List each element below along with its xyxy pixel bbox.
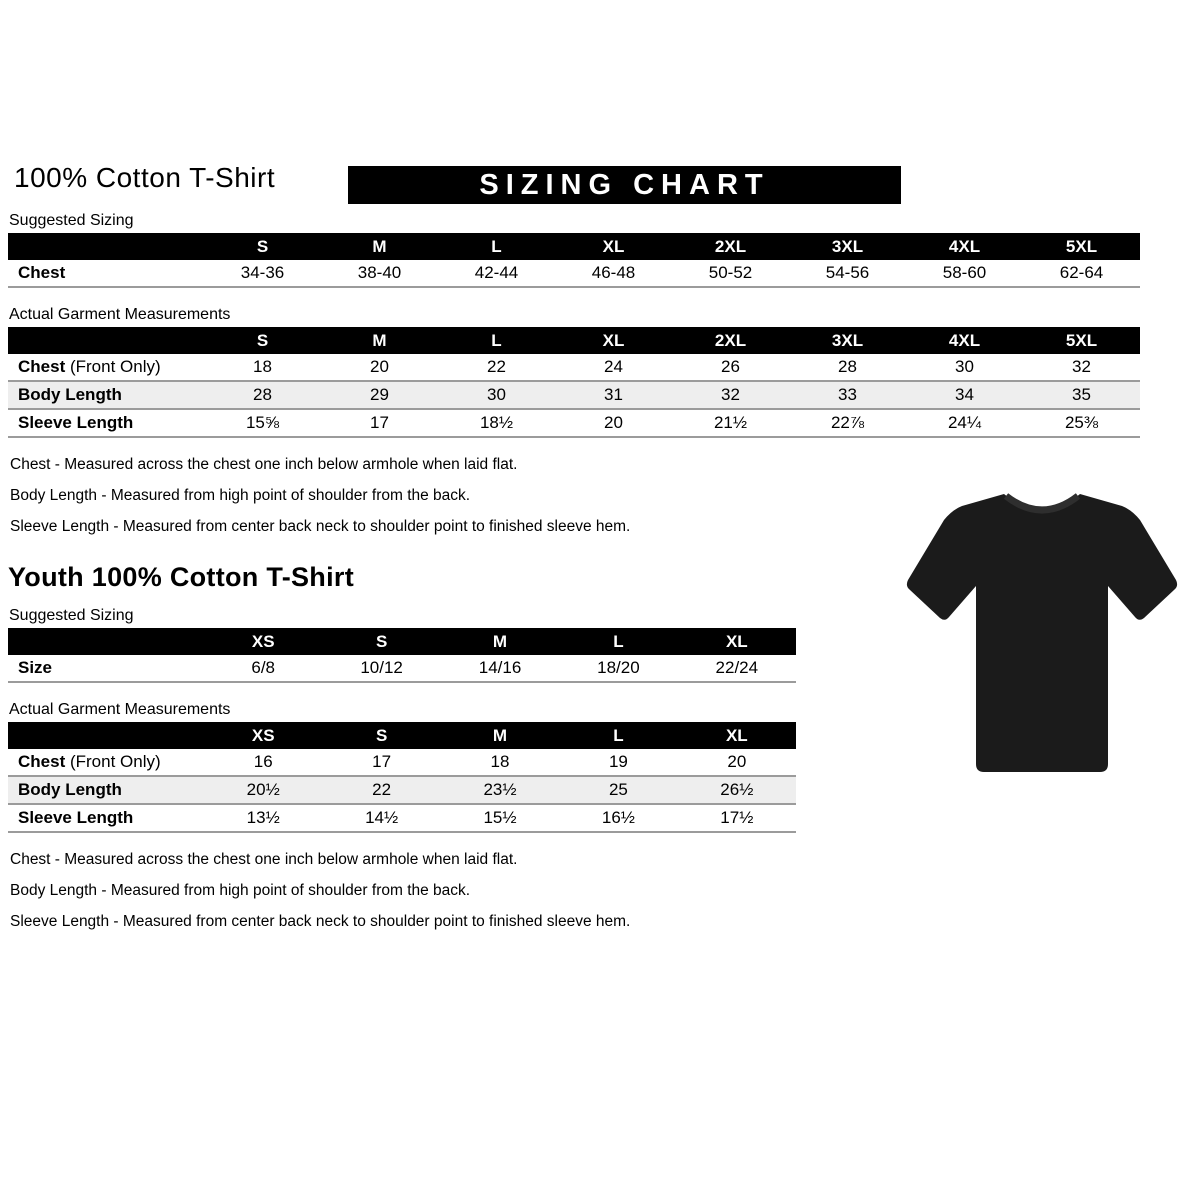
cell-value: 19: [608, 752, 628, 771]
col-header: M: [372, 330, 387, 350]
youth-suggested-sizing-table: [8, 628, 796, 683]
cell-value: 25⅜: [1064, 413, 1099, 432]
cell-value: 22⅞: [830, 413, 865, 432]
cell-value: 20: [604, 413, 623, 432]
cell-value: 18½: [479, 413, 514, 432]
row-label: Sleeve Length: [18, 808, 134, 827]
col-header: 3XL: [831, 236, 864, 256]
cell-value: 18: [490, 752, 510, 771]
cell-value: 31: [604, 385, 623, 404]
page-title: 100% Cotton T-Shirt: [14, 162, 276, 193]
col-header: M: [372, 236, 387, 256]
youth-section-title: Youth 100% Cotton T-Shirt: [8, 562, 354, 592]
col-header: L: [613, 631, 624, 651]
cell-value: 6/8: [251, 658, 276, 677]
col-header: 5XL: [1065, 236, 1098, 256]
cell-value: 20: [370, 357, 389, 376]
cell-value: 26: [721, 357, 740, 376]
table-row: [8, 655, 796, 683]
adult-actual-measurements-label: Actual Garment Measurements: [9, 306, 231, 323]
page-header: [0, 0, 1200, 214]
tshirt-graphic: [892, 468, 1192, 820]
col-header: M: [492, 631, 508, 651]
col-header: 3XL: [831, 330, 864, 350]
cell-value: 20: [727, 752, 747, 771]
cell-value: 62-64: [1059, 263, 1104, 282]
note-chest: Chest - Measured across the chest one inch below armhole when laid flat.: [10, 851, 518, 868]
row-label: Size: [18, 658, 53, 677]
cell-value: 17: [372, 752, 392, 771]
cell-value: 21½: [713, 413, 748, 432]
cell-value: 58-60: [942, 263, 987, 282]
cell-value: 15⅝: [245, 413, 280, 432]
cell-value: 35: [1072, 385, 1091, 404]
col-header: S: [256, 330, 269, 350]
cell-value: 17: [370, 413, 389, 432]
row-label: [8, 357, 204, 377]
col-header: 4XL: [948, 236, 981, 256]
youth-measurement-notes: [10, 851, 1142, 931]
cell-value: 18/20: [597, 658, 640, 677]
note-body-length: Body Length - Measured from high point of shoulder from the back.: [10, 487, 471, 504]
adult-suggested-sizing-table: [8, 233, 1140, 288]
col-header: 2XL: [714, 330, 747, 350]
col-header: XL: [725, 631, 748, 651]
cell-value: 33: [838, 385, 857, 404]
tshirt-body: [907, 494, 1177, 772]
col-header: XL: [602, 236, 625, 256]
row-label: Sleeve Length: [18, 413, 134, 432]
row-label: Body Length: [18, 385, 122, 404]
cell-value: 17½: [720, 808, 754, 827]
row-label-main: Chest: [18, 357, 66, 376]
table-header-row: [8, 233, 1140, 260]
cell-value: 28: [838, 357, 857, 376]
col-header: XS: [251, 631, 275, 651]
cell-value: 18: [253, 357, 272, 376]
table-row: [8, 354, 1140, 382]
col-header: XL: [602, 330, 625, 350]
row-label-main: Chest: [18, 752, 66, 771]
cell-value: 32: [721, 385, 740, 404]
cell-value: 26½: [720, 780, 754, 799]
cell-value: 14½: [365, 808, 399, 827]
cell-value: 34-36: [240, 263, 285, 282]
cell-value: 16: [253, 752, 273, 771]
cell-value: 54-56: [825, 263, 870, 282]
cell-value: 20½: [246, 780, 280, 799]
cell-value: 34: [955, 385, 974, 404]
cell-value: 42-44: [474, 263, 519, 282]
cell-value: 10/12: [360, 658, 403, 677]
col-header: S: [375, 725, 388, 745]
row-label-suffix: (Front Only): [69, 357, 161, 376]
table-row: [8, 805, 796, 833]
row-label: [8, 752, 204, 772]
table-row: [8, 260, 1140, 288]
youth-suggested-sizing-label: Suggested Sizing: [9, 607, 134, 624]
sizing-chart-banner: SIZING CHART: [348, 166, 901, 204]
col-header: L: [613, 725, 624, 745]
cell-value: 46-48: [591, 263, 636, 282]
table-header-row: [8, 722, 796, 749]
col-header: 2XL: [714, 236, 747, 256]
cell-value: 30: [487, 385, 506, 404]
row-label: Body Length: [18, 780, 122, 799]
cell-value: 15½: [483, 808, 517, 827]
youth-actual-measurements-label: Actual Garment Measurements: [9, 701, 231, 718]
table-row: [8, 777, 796, 805]
col-header: XS: [251, 725, 275, 745]
col-header: XL: [725, 725, 748, 745]
col-header: L: [491, 330, 502, 350]
cell-value: 50-52: [708, 263, 753, 282]
youth-actual-measurements-table: [8, 722, 796, 833]
table-header-row: [8, 327, 1140, 354]
cell-value: 22: [372, 780, 392, 799]
adult-actual-measurements-table: [8, 327, 1140, 438]
cell-value: 24¼: [947, 413, 982, 432]
col-header: M: [492, 725, 508, 745]
col-header: L: [491, 236, 502, 256]
col-header: S: [256, 236, 269, 256]
col-header: 5XL: [1065, 330, 1098, 350]
cell-value: 28: [253, 385, 272, 404]
cell-value: 38-40: [357, 263, 402, 282]
note-chest: Chest - Measured across the chest one inch below armhole when laid flat.: [10, 456, 518, 473]
cell-value: 14/16: [478, 658, 522, 677]
cell-value: 30: [955, 357, 974, 376]
table-row: [8, 749, 796, 777]
row-label: Chest: [18, 263, 66, 282]
adult-suggested-sizing-label: Suggested Sizing: [9, 212, 134, 229]
cell-value: 24: [604, 357, 623, 376]
note-sleeve-length: Sleeve Length - Measured from center back neck to shoulder point to finished sleeve hem.: [10, 913, 631, 930]
note-sleeve-length: Sleeve Length - Measured from center back neck to shoulder point to finished sleeve hem.: [10, 518, 631, 535]
cell-value: 22: [487, 357, 506, 376]
cell-value: 23½: [483, 780, 517, 799]
table-header-row: [8, 628, 796, 655]
note-body-length: Body Length - Measured from high point of shoulder from the back.: [10, 882, 471, 899]
cell-value: 16½: [601, 808, 635, 827]
cell-value: 13½: [246, 808, 280, 827]
cell-value: 25: [608, 780, 628, 799]
cell-value: 29: [370, 385, 389, 404]
cell-value: 32: [1072, 357, 1091, 376]
tshirt-image: [892, 468, 1192, 820]
row-label-suffix: (Front Only): [69, 752, 161, 771]
col-header: 4XL: [948, 330, 981, 350]
cell-value: 22/24: [715, 658, 759, 677]
table-row: [8, 410, 1140, 438]
col-header: S: [375, 631, 388, 651]
table-row: [8, 382, 1140, 410]
